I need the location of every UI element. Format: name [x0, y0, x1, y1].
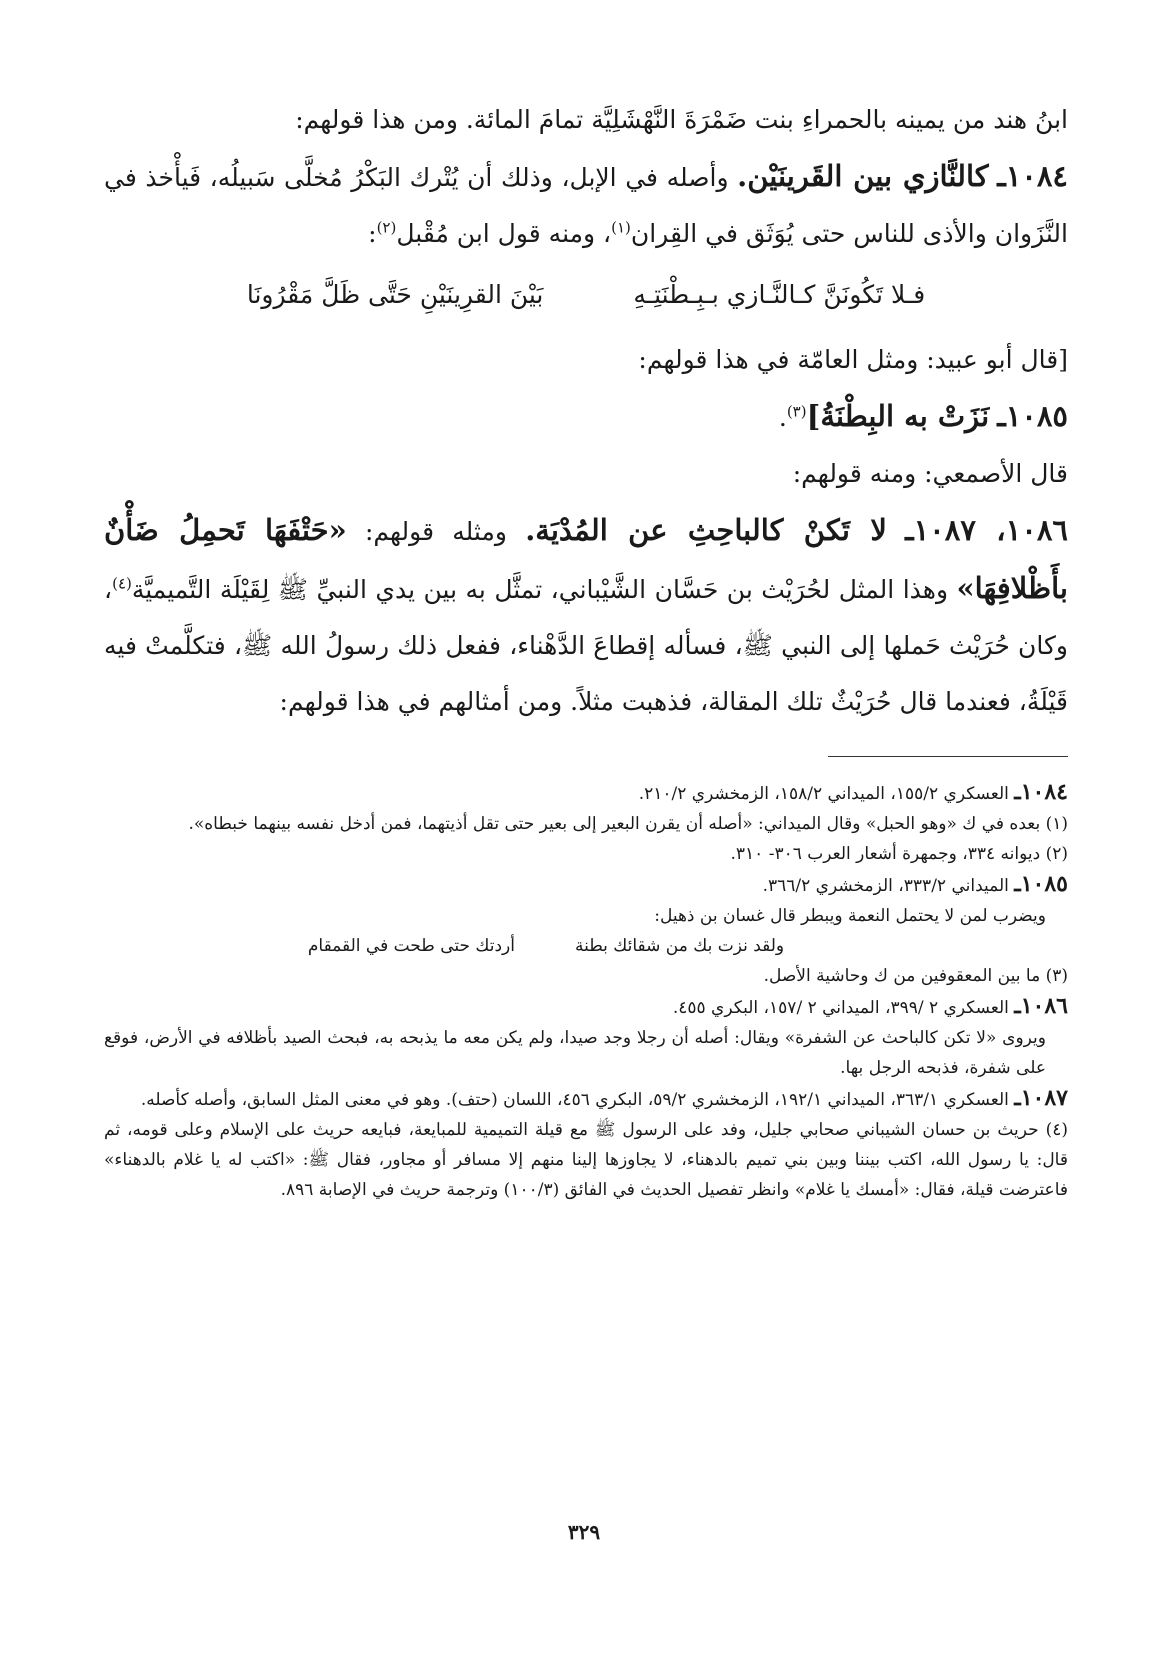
entry-text: وأصله في الإبل، وذلك أن يُتْرك البَكْرُ مُخلَّى سَبيلُه، فَيأْخذ في النَّزَوان والأذى للناس حتى يُوَثَق في القِران: [104, 163, 1068, 248]
hemistich-first: فـلا تَكُونَنَّ كـالنَّـازي بـبِـطْنَتِـهِ: [633, 280, 926, 309]
entry-number: ١٠٨٦، ١٠٨٧ـ: [905, 513, 1068, 547]
note-number: ١٠٨٦ـ: [1014, 993, 1068, 1019]
entry-text: .: [778, 403, 787, 432]
proverb-quote: «حَتْفَهَا تَحمِلُ ضَأْنٌ بأَظْلافِهَا»: [104, 513, 1068, 605]
footnote-ref: (٢): [376, 218, 397, 237]
poem-verse: [104, 262, 1068, 328]
entry-1084: [104, 148, 1068, 262]
hemistich-second: بَيْنَ القرِينَيْنِ حَتَّى ظَلَّ مَقْرُونَا: [246, 280, 544, 309]
note-text: العسكري ٣٦٣/١، الميداني ١٩٢/١، الزمخشري ٥٩/٢، البكري ٤٥٦، اللسان (حتف). وهو في معنى المثل السابق، وأصله كأصله.: [140, 1090, 1009, 1110]
note-verse: [104, 931, 1068, 961]
entry-1085: [104, 388, 1068, 446]
footnote-ref: (١): [611, 218, 631, 237]
footnote-4: (٤) حريث بن حسان الشيباني صحابي جليل، وفد على الرسول ﷺ مع قيلة التميمية للمبايعة، فبايعه حريث على الإسلام وعلى قومه، ثم قال: يا رسول الله، اكتب بيننا وبين بني تميم بالدهناء، لا يجاوزها إلينا منهم إلا مسافر أو مجاور، فقال ﷺ: «اكتب له يا غلام بالدهناء» فاعترضت قيلة، فقال: «أمسك يا غلام» وانظر تفصيل الحديث في الفائق (١٠٠/٣) وترجمة حريث في الإصابة ٨٩٦.: [104, 1120, 1068, 1200]
proverb-heading: لا تَكنْ كالباحِثِ عن المُدْيَة.: [525, 513, 887, 547]
entry-1086-1087: [104, 502, 1068, 730]
note-number: ١٠٨٧ـ: [1014, 1085, 1068, 1111]
verse-second: أردتك حتى طحت في القمقام: [307, 936, 515, 956]
footnote-divider: [828, 756, 1068, 757]
footnote-3: (٣) ما بين المعقوفين من ك وحاشية الأصل.: [763, 966, 1068, 986]
note-text: الميداني ٣٣٣/٢، الزمخشري ٣٦٦/٢.: [762, 876, 1009, 896]
note-text: العسكري ١٥٥/٢، الميداني ١٥٨/٢، الزمخشري ٢١٠/٢.: [638, 784, 1009, 804]
page-number: ٣٢٩: [567, 1520, 601, 1544]
note-1086-extra: ويروى «لا تكن كالباحث عن الشفرة» ويقال: أصله أن رجلا وجد صيدا، ولم يكن معه ما يذبحه به، فبحث الصيد بأظلافه في الأرض، فوقع على شفرة، فذبحه الرجل بها.: [104, 1028, 1046, 1078]
main-text: [104, 92, 1068, 730]
footnote-1: (١) بعده في ك «وهو الحبل» وقال الميداني: «أصله أن يقرن البعير إلى بعير حتى تقل أذيتهما، فمن أدخل نفسه بينهما خبطاه».: [188, 814, 1068, 834]
note-text: العسكري ٢ /٣٩٩، الميداني ٢ /١٥٧، البكري ٤٥٥.: [672, 998, 1009, 1018]
note-number: ١٠٨٥ـ: [1014, 871, 1068, 897]
proverb-heading: نَزَتْ به البِطْنَةُ]: [806, 399, 990, 433]
note-1085-extra: ويضرب لمن لا يحتمل النعمة ويبطر قال غسان بن ذهيل:: [654, 906, 1046, 926]
entry-number: ١٠٨٤ـ: [997, 159, 1068, 193]
abu-ubaid-line: [قال أبو عبيد: ومثل العامّة في هذا قولهم:: [638, 345, 1068, 374]
entry-text: ، ومنه قول ابن مُقْبل: [396, 219, 612, 248]
entry-text: ، وكان حُرَيْث حَملها إلى النبي ﷺ، فسأله إقطاعَ الدَّهْناء، ففعل ذلك رسولُ الله ﷺ، فتكلَّمتْ فيه قَيْلَةُ، فعندما قال حُرَيْثٌ تلك المقالة، فذهبت مثلاً. ومن أمثالهم في هذا قولهم:: [104, 575, 1068, 716]
verse-first: ولقد نزت بك من شقائك بطنة: [574, 936, 785, 956]
footnote-ref: (٤): [112, 574, 132, 593]
entry-number: ١٠٨٥ـ: [997, 399, 1068, 433]
note-1085: [104, 869, 1068, 901]
footnote-ref: (٣): [786, 402, 807, 421]
asmai-line: قال الأصمعي: ومنه قولهم:: [792, 459, 1068, 488]
note-number: ١٠٨٤ـ: [1014, 779, 1068, 805]
note-1086: [104, 991, 1068, 1023]
note-1087: [104, 1083, 1068, 1115]
entry-text: وهذا المثل لحُرَيْث بن حَسَّان الشَّيْباني، تمثَّل به بين يدي النبيِّ ﷺ لِقَيْلَة التَّميميَّة: [131, 575, 949, 604]
entry-text: :: [368, 219, 377, 248]
entry-text: ومثله قولهم:: [364, 517, 507, 546]
footnote-2: (٢) ديوانه ٣٣٤، وجمهرة أشعار العرب ٣٠٦- ٣١٠.: [730, 844, 1068, 864]
proverb-heading: كالنَّازي بين القَرينَيْن.: [737, 159, 989, 193]
intro-line: ابنُ هند من يمينه بالحمراءِ بنت ضَمْرَةَ النَّهْشَلِيَّة تمامَ المائة. ومن هذا قولهم:: [295, 105, 1068, 134]
note-1084: [104, 777, 1068, 809]
footnotes: [104, 777, 1068, 1205]
